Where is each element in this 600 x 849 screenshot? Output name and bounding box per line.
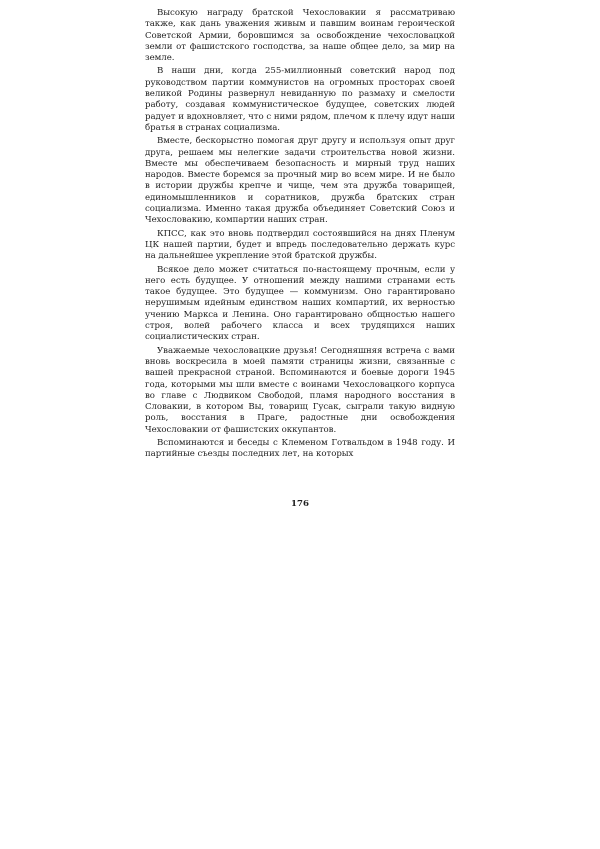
page-number: 176 bbox=[291, 499, 309, 509]
paragraph-2: В наши дни, когда 255-миллионный советский народ под руководством партии коммунистов на огромных просторах своей великой Родины развернул невиданную по размаху и смелости работу, создавая коммунистическое будущее, советских людей радует и вдохновляет, что с ними рядом, плечом к плечу идут наши братья в странах социализма. bbox=[145, 66, 455, 133]
paragraph-4: КПСС, как это вновь подтвердил состоявшийся на днях Пленум ЦК нашей партии, будет и впредь последовательно держать курс на дальнейшее укрепление этой братской дружбы. bbox=[145, 228, 455, 262]
paragraph-3: Вместе, бескорыстно помогая друг другу и используя опыт друг друга, решаем мы нелегкие задачи строительства новой жизни. Вместе мы обеспечиваем безопасность и мирный труд наших народов. Вместе боремся за прочный мир во всем мире. И не было в истории дружбы крепче и чище, чем эта дружба товарищей, единомышленников и соратников, дружба братских стран социализма. Именно такая дружба объединяет Советский Союз и Чехословакию, компартии наших стран. bbox=[145, 136, 455, 226]
page-body bbox=[145, 8, 455, 463]
paragraph-1: Высокую награду братской Чехословакии я рассматриваю также, как дань уважения живым и павшим воинам героической Советской Армии, боровшимся за освобождение чехословацкой земли от фашистского господства, за наше общее дело, за мир на земле. bbox=[145, 8, 455, 64]
paragraph-6: Уважаемые чехословацкие друзья! Сегодняшняя встреча с вами вновь воскресила в моей памяти страницы жизни, связанные с вашей прекрасной страной. Вспоминаются и боевые дороги 1945 года, которыми мы шли вместе с воинами Чехословацкого корпуса во главе с Людвиком Свободой, пламя народного восстания в Словакии, в котором Вы, товарищ Гусак, сыграли такую видную роль, восстания в Праге, радостные дни освобождения Чехословакии от фашистских оккупантов. bbox=[145, 345, 455, 435]
paragraph-5: Всякое дело может считаться по-настоящему прочным, если у него есть будущее. У отношений между нашими странами есть такое будущее. Это будущее — коммунизм. Оно гарантировано нерушимым идейным единством наших компартий, их верностью учению Маркса и Ленина. Оно гарантировано общностью нашего строя, волей рабочего класса и всех трудящихся наших социалистических стран. bbox=[145, 264, 455, 343]
paragraph-7: Вспоминаются и беседы с Клеменом Готвальдом в 1948 году. И партийные съезды последних лет, на которых bbox=[145, 437, 455, 460]
